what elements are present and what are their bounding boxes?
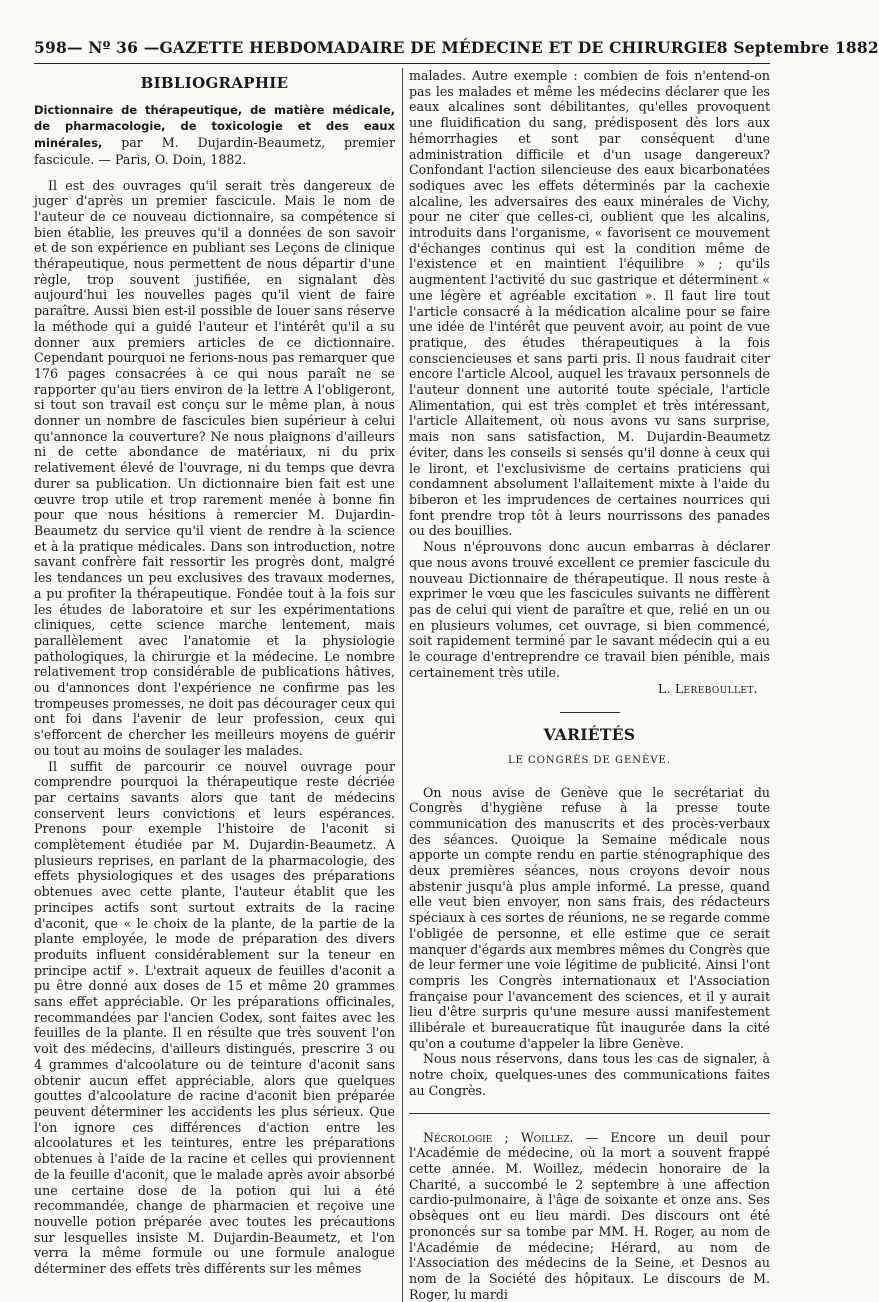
page-number: 598 <box>34 38 67 57</box>
review-signature: L. Lereboullet. <box>658 682 758 697</box>
review-paragraph-2: Il suffit de parcourir ce nouvel ouvrage pour comprendre pourquoi la thérapeutique reste décriée par certains savants alors que tant de médecins conservent leurs convictions et leurs espérances. Prenons pour exemple l'histoire de l'aconit si complètement étudiée par M. Dujardin-Beaumetz. A plusieurs reprises, en parlant de la pharmacologie, des effets physiologiques et des usages des préparations obtenues avec cette plante, l'auteur établit que les principes actifs sont surtout extraits de la racine d'aconit, que « le choix de la plante, de la partie de la plante employée, le mode de préparation des divers produits influent considérablement sur la teneur en principe actif ». L'extrait aqueux de feuilles d'aconit a pu être donné aux doses de 15 et même 20 grammes sans effet appréciable. Or les préparations officinales, recommandées par l'ancien Codex, sont faites avec les feuilles de la plante. Il en résulte que très souvent l'on voit des médecins, d'ailleurs distingués, prescrire 3 ou 4 grammes d'alcoolature ou de teinture d'aconit sans obtenir aucun effet appréciable, alors que quelques gouttes d'alcoolature de racine d'aconit bien préparée peuvent déterminer les accidents les plus sérieux. Que l'on ignore ces différences d'action entre les alcoolatures et les teintures, entre les préparations obtenues à l'aide de la racine et celles qui proviennent de la feuille d'aconit, que le malade après avoir absorbé une certaine dose de la potion qui lui a été recommandée, change de pharmacien et reçoive une nouvelle potion préparée avec toutes les précautions sur lesquelles insiste M. Dujardin-Beaumetz, et l'on verra la même formule ou une formule analogue déterminer des effets très différents sur les mêmes <box>34 758 395 1277</box>
two-column-body <box>34 68 770 1302</box>
varietes-paragraph-2: Nous nous réservons, dans tous les cas de signaler, à notre choix, quelques-unes des communications faites au Congrès. <box>409 1051 770 1098</box>
varietes-subtitle: LE CONGRÈS DE GENÈVE. <box>507 754 672 766</box>
column-divider <box>402 68 403 1302</box>
section-title-varietes: VARIÉTÉS <box>543 725 636 745</box>
review-continuation: malades. Autre exemple : combien de fois n'entend-on pas les malades et même les médecins déclarer que les eaux alcalines sont débilitantes, qu'elles provoquent une fluidification du sang, prédisposent dès lors aux hémorrhagies et sont par conséquent d'une administration difficile et d'un usage dangereux? Confondant l'action silencieuse des eaux bicarbonatées sodiques avec les effets déterminés par la cachexie alcaline, les adversaires des eaux minérales de Vichy, pour ne citer que celles-ci, oublient que les alcalins, introduits dans l'organisme, « favorisent ce mouvement d'échanges continus qui est la condition même de l'existence et en maintient l'équilibre » ; qu'ils augmentent l'activité du suc gastrique et déterminent « une légère et agréable excitation ». Il faut lire tout l'article consacré à la médication alcaline pour se faire une idée de l'intérêt que peuvent avoir, au point de vue pratique, des études thérapeutiques à la fois consciencieuses et sans parti pris. Il nous faudrait citer encore l'article Alcool, auquel les travaux personnels de l'auteur donnent une autorité toute spéciale, l'article Alimentation, qui est très complet et très intéressant, l'article Allaitement, où nous avons vu sans surprise, mais non sans satisfaction, M. Dujardin-Beaumetz éviter, dans les conseils si sensés qu'il donne à ceux qui le liront, et l'exclusivisme de certains praticiens qui condamnent absolument l'allaitement mixte à l'aide du biberon et les imprudences de certaines nourrices qui font prendre trop tôt à leurs nourrissons des panades ou des bouillies. <box>409 68 770 539</box>
book-author: par M. Dujardin-Beaumetz, premier fascicule. — Paris, O. Doin, 1882. <box>34 135 395 167</box>
issue-date: 8 Septembre 1882 <box>716 38 879 57</box>
issue-number: — Nº 36 — <box>66 38 160 57</box>
review-paragraph-1: Il est des ouvrages qu'il serait très dangereux de juger d'après un premier fascicule. Mais le nom de l'auteur de ce nouveau dictionnaire, sa compétence si bien établie, les preuves qu'il a données de son savoir et de son expérience en publiant ses Leçons de clinique thérapeutique, nous permettent de nous départir d'une règle, trop souvent justifiée, en signalant dès aujourd'hui les nouvelles pages qu'il vient de faire paraître. Aussi bien est-il possible de louer sans réserve la méthode qui a guidé l'auteur et l'intérêt qu'il a su donner aux premiers articles de ce dictionnaire. Cependant pourquoi ne ferions-nous pas remarquer que 176 pages consacrées à ce qui nous paraît ne se rapporter qu'au tiers environ de la lettre A l'obligeront, si tout son travail est conçu sur le même plan, à nous donner un nombre de fascicules bien supérieur à celui qu'annonce la couverture? Ne nous plaignons d'ailleurs ni de cette abondance de matériaux, ni du prix relativement élevé de l'ouvrage, ni du temps que devra durer sa publication. Un dictionnaire bien fait est une œuvre trop utile et trop rarement menée à bonne fin pour que nous hésitions à remercier M. Dujardin-Beaumetz du service qu'il vient de rendre à la science et à la pratique médicales. Dans son introduction, notre savant confrère fait ressortir les progrès dont, malgré les tendances un peu exclusives des travaux modernes, a pu profiter la thérapeutique. Fondée tout à la fois sur les études de laboratoire et sur les expérimentations cliniques, cette science marche lentement, mais parallèlement avec l'anatomie et la physiologie pathologiques, la chirurgie et la médecine. Le nombre relativement trop considérable de publications hâtives, ou d'annonces dont l'expérience ne confirme pas les trompeuses promesses, ne doit pas décourager ceux qui ont foi dans l'avenir de leur profession, ceux qui s'efforcent de chercher les meilleurs moyens de guérir ou tout au moins de soulager les malades. <box>34 177 395 758</box>
left-column <box>34 68 395 1302</box>
page-header <box>34 38 879 57</box>
section-title-bibliographie: BIBLIOGRAPHIE <box>140 74 289 92</box>
header-rule <box>34 63 770 64</box>
necrologie-paragraph <box>409 1130 770 1302</box>
book-title: Dictionnaire de thérapeutique, de matière médicale, de pharmacologie, de toxicologie et des eaux minérales, <box>34 102 395 151</box>
book-reference <box>34 102 395 168</box>
necrologie-text: — Encore un deuil pour l'Académie de médecine, où la mort a souvent frappé cette année. M. Woillez, médecin honoraire de la Charité, a succombé le 2 septembre à une affection cardio-pulmonaire, à l'âge de soixante et onze ans. Ses obsèques ont eu lieu mardi. Des discours ont été prononcés sur sa tombe par MM. H. Roger, au nom de l'Académie de médecine; Hérard, au nom de l'Association des médecins de la Seine, et Desnos au nom de la Société des hôpitaux. Le discours de M. Roger, lu mardi <box>409 1129 770 1302</box>
varietes-separator <box>409 1113 770 1114</box>
review-closing: Nous n'éprouvons donc aucun embarras à déclarer que nous avons trouvé excellent ce premier fascicule du nouveau Dictionnaire de thérapeutique. Il nous reste à exprimer le vœu que les fascicules suivants ne diffèrent pas de celui qui vient de paraître et que, relié en un ou en plusieurs volumes, cet ouvrage, si bien commencé, soit rapidement terminé par le savant médecin qui a eu le courage d'entreprendre ce travail bien pénible, mais certainement très utile. <box>409 539 770 680</box>
journal-title: GAZETTE HEBDOMADAIRE DE MÉDECINE ET DE CHIRURGIE <box>159 38 717 57</box>
necrologie-heading: Nécrologie ; Woillez. <box>423 1129 574 1145</box>
varietes-paragraph-1: On nous avise de Genève que le secrétariat du Congrès d'hygiène refuse à la presse toute communication des manuscrits et des procès-verbaux des séances. Quoique la Semaine médicale nous apporte un compte rendu en partie sténographique des deux premières séances, nous croyons devoir nous abstenir jusqu'à plus ample informé. La presse, quand elle veut bien envoyer, non sans frais, des rédacteurs spéciaux à ces sortes de réunions, ne se regarde comme l'obligée de personne, et elle estime que ce serait manquer d'égards aux membres mêmes du Congrès que de leur fermer une voie légitime de publicité. Ainsi l'ont compris les Congrès internationaux et l'Association française pour l'avancement des sciences, et il y aurait lieu d'être surpris qu'une mesure aussi manifestement illibérale et bureaucratique fût inaugurée dans la cité qu'on a coutume d'appeler la libre Genève. <box>409 784 770 1051</box>
right-column <box>409 68 770 1302</box>
section-separator <box>560 712 620 713</box>
